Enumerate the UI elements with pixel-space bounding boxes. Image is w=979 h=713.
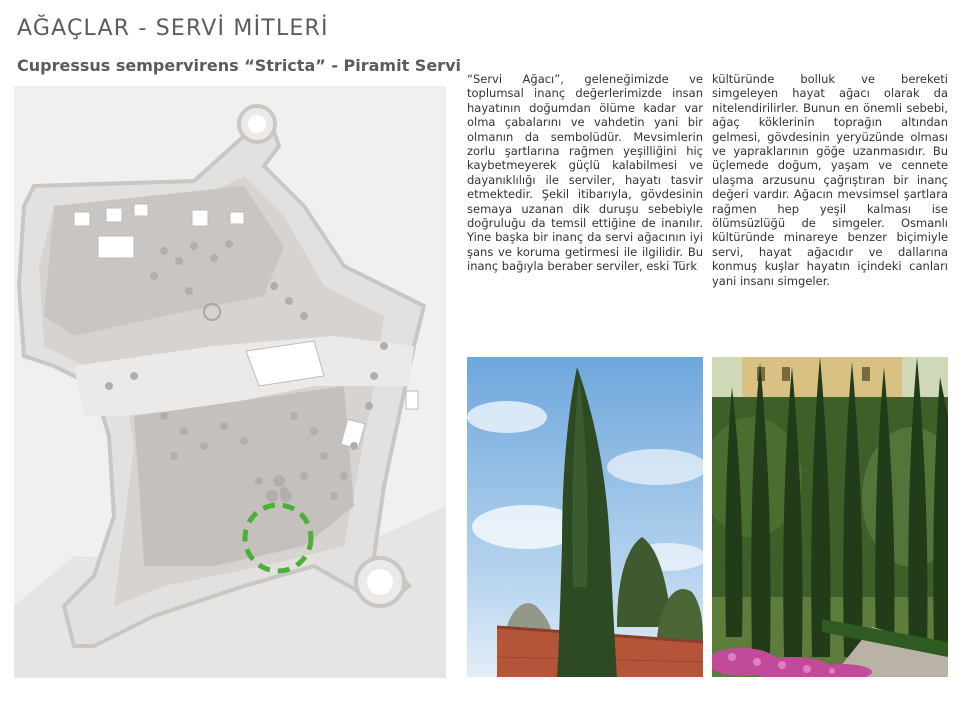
photo-single-cypress bbox=[467, 357, 703, 677]
site-plan-map bbox=[14, 86, 446, 678]
page-title: AĞAÇLAR - SERVİ MİTLERİ bbox=[17, 16, 329, 41]
text-column-left: “Servi Ağacı”, geleneğimizde ve toplumsal inanç değerlerimizde insan hayatının doğumdan ölüme kadar var olma çabalarını ve vahdetin yani bir olmanın da sembolüdür. Mevsimlerin zorlu şartlarına rağmen yeşilliğini hiç kaybetmeyerek güçlü kalabilmesi ve dayanıklılığı ile serviler, hayatı tasvir etmektedir. Şekil itibarıyla, gövdesinin semaya uzanan dik duruşu sebebiyle doğruluğu da temsil ettiğine de inanılır. Yine başka bir inanç da servi ağacının iyi şans ve koruma getirmesi ile ilgilidir. Bu inanç bağıyla beraber serviler, eski Türk bbox=[467, 72, 703, 274]
photo-cypress-avenue bbox=[712, 357, 948, 677]
page-subtitle: Cupressus sempervirens “Stricta” - Piramit Servi bbox=[17, 56, 461, 75]
text-column-right: kültüründe bolluk ve bereketi simgeleyen hayat ağacı olarak da nitelendirilirler. Bunun en önemli sebebi, ağaç köklerinin toprağın altından gelmesi, gövdesinin yeryüzünde olması ve yapraklarının göğe uzanmasıdır. Bu üçlemede doğum, yaşam ve cennete ulaşma arzusunu çağrıştıran bir inanç değeri vardır. Ağacın mevsimsel şartlara rağmen hep yeşil kalması ise ölümsüzlüğü de simgeler. Osmanlı kültüründe minareye benzer biçimiyle servi, hayat ağacıdır ve dallarına konmuş kuşlar hayatın içindeki canları yani insanı simgeler. bbox=[712, 72, 948, 288]
